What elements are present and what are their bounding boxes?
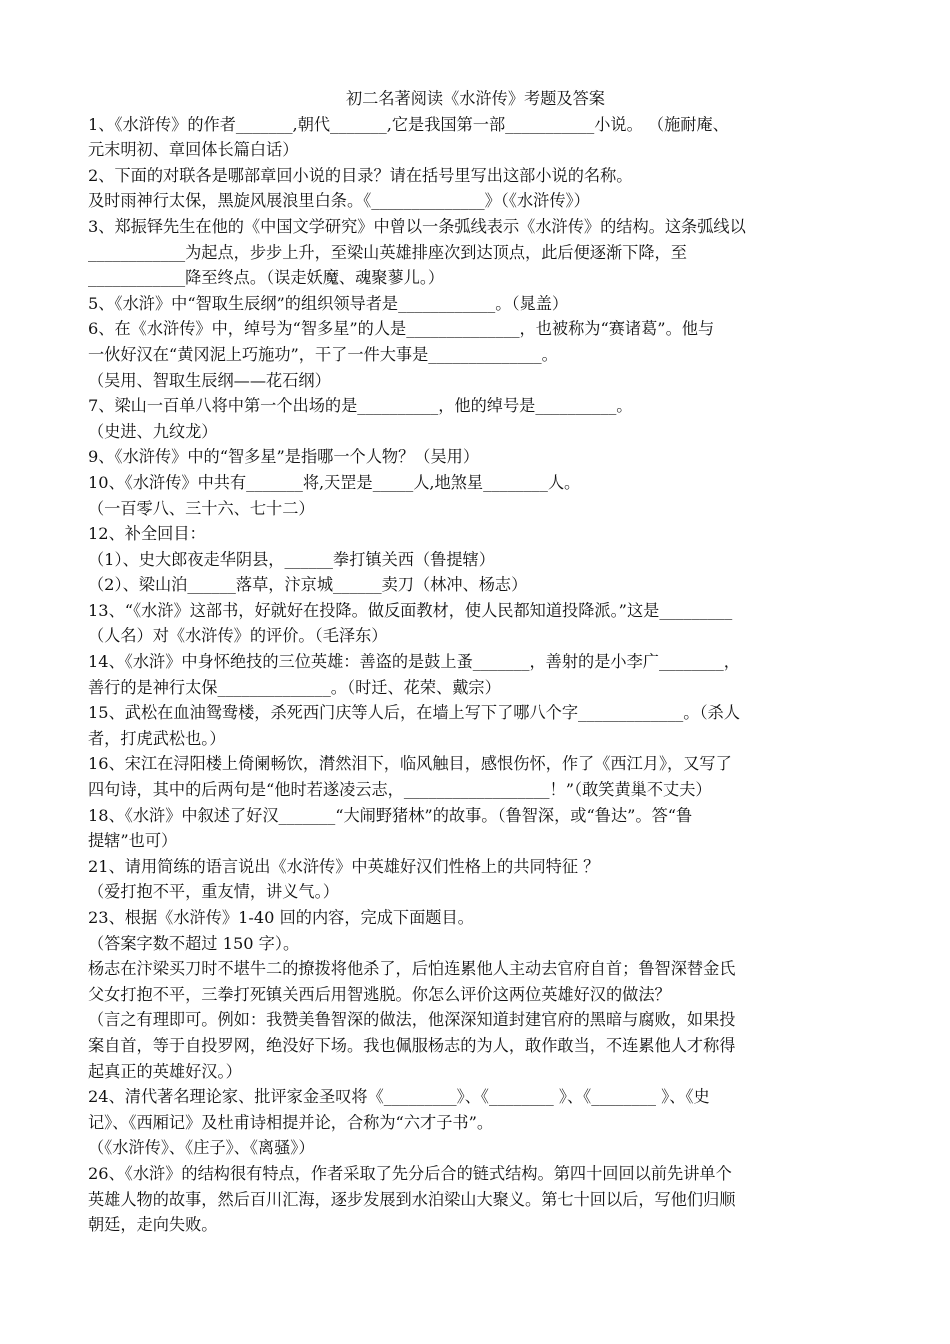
text-line: 6、在《水浒传》中，绰号为“智多星”的人是______________，也被称为“赛诸葛”。他与 xyxy=(88,319,715,339)
text-line: 3、郑振铎先生在他的《中国文学研究》中曾以一条弧线表示《水浒传》的结构。这条弧线以 xyxy=(88,216,746,236)
text-line: （《水浒传》、《庄子》、《离骚》） xyxy=(88,1138,315,1158)
text-line: 杨志在汴梁买刀时不堪牛二的撩拨将他杀了，后怕连累他人主动去官府自首；鲁智深替金氏 xyxy=(88,959,736,979)
text-line: 者，打虎武松也。） xyxy=(88,728,226,748)
text-line: ____________降至终点。（误走妖魔、魂聚蓼儿。） xyxy=(88,268,445,288)
text-line: （一百零八、三十六、七十二） xyxy=(88,498,315,518)
text-line: （史进、九纹龙） xyxy=(88,421,218,441)
text-line: 12、补全回目： xyxy=(88,524,206,544)
document-page xyxy=(88,86,863,1238)
text-line: 及时雨神行太保，黑旋风展浪里白条。《______________》（《水浒传》） xyxy=(88,191,590,211)
text-line: 元末明初、章回体长篇白话） xyxy=(88,140,299,160)
text-line: ____________为起点，步步上升，至梁山英雄排座次到达顶点，此后便逐渐下降，至 xyxy=(88,242,687,262)
text-line: 24、清代著名理论家、批评家金圣叹将《_________》、《________ 》、《________ 》、《史 xyxy=(88,1087,710,1107)
text-line: 23、根据《水浒传》1-40 回的内容，完成下面题目。 xyxy=(88,908,474,927)
text-line: 14、《水浒》中身怀绝技的三位英雄：善盗的是鼓上蚤_______，善射的是小李广________， xyxy=(88,652,740,672)
text-line: 18、《水浒》中叙述了好汉_______“大闹野猪林”的故事。（鲁智深，或“鲁达”。答“鲁 xyxy=(88,805,693,825)
text-line: 案自首，等于自投罗网，绝没好下场。我也佩服杨志的为人，敢作敢当，不连累他人才称得 xyxy=(88,1035,736,1055)
text-line: 朝廷，走向失败。 xyxy=(88,1215,218,1235)
text-line: 13、“《水浒》这部书，好就好在投降。做反面教材，使人民都知道投降派。”这是_________ xyxy=(88,600,733,620)
text-line: 9、《水浒传》中的“智多星”是指哪一个人物？（吴用） xyxy=(88,447,480,467)
text-line: （答案字数不超过 150 字）。 xyxy=(88,933,300,953)
text-line: 21、请用简练的语言说出《水浒传》中英雄好汉们性格上的共同特征 ？ xyxy=(88,856,600,876)
text-line: 15、武松在血油鸳鸯楼，杀死西门庆等人后，在墙上写下了哪八个字_____________。（杀人 xyxy=(88,703,740,723)
text-line: 10、《水浒传》中共有_______将,天罡是_____人,地煞星________人。 xyxy=(88,472,581,492)
text-line: 一伙好汉在“黄冈泥上巧施功”，干了一件大事是______________。 xyxy=(88,344,558,364)
text-line: 16、宋江在浔阳楼上倚阑畅饮，潸然泪下，临风触目，感恨伤怀，作了《西江月》，又写了 xyxy=(88,754,732,774)
text-line: 记》、《西厢记》及杜甫诗相提并论，合称为“六才子书”。 xyxy=(88,1112,494,1132)
text-line: （2）、梁山泊______落草，汴京城______卖刀（林冲、杨志） xyxy=(88,575,528,595)
document-title: 初二名著阅读《水浒传》考题及答案 xyxy=(346,89,605,108)
text-line: 1、《水浒传》的作者_______,朝代_______,它是我国第一部___________小说。 （施耐庵、 xyxy=(88,114,729,134)
text-line: 7、梁山一百单八将中第一个出场的是__________，他的绰号是__________。 xyxy=(88,396,633,416)
text-line: （1）、史大郎夜走华阴县，______拳打镇关西（鲁提辖） xyxy=(88,549,495,569)
document-body xyxy=(88,112,863,1238)
text-line: （人名）对《水浒传》的评价。（毛泽东） xyxy=(88,626,388,646)
text-line: （言之有理即可。例如：我赞美鲁智深的做法，他深深知道封建官府的黑暗与腐败，如果投 xyxy=(88,1010,736,1030)
text-line: 善行的是神行太保______________。（时迁、花荣、戴宗） xyxy=(88,677,501,697)
text-line: 提辖”也可） xyxy=(88,831,178,851)
text-line: 父女打抱不平，三拳打死镇关西后用智逃脱。你怎么评价这两位英雄好汉的做法？ xyxy=(88,984,671,1004)
text-line: 起真正的英雄好汉。） xyxy=(88,1061,242,1081)
text-line: （吴用、智取生辰纲——花石纲） xyxy=(88,370,331,390)
text-line: 2、下面的对联各是哪部章回小说的目录？请在括号里写出这部小说的名称。 xyxy=(88,165,633,185)
text-line: 英雄人物的故事，然后百川汇海，逐步发展到水泊梁山大聚义。第七十回以后，写他们归顺 xyxy=(88,1189,736,1209)
text-line: 26、《水浒》的结构很有特点，作者采取了先分后合的链式结构。第四十回回以前先讲单个 xyxy=(88,1163,732,1183)
text-line: 5、《水浒》中“智取生辰纲”的组织领导者是____________。（晁盖） xyxy=(88,293,569,313)
text-line: 四句诗，其中的后两句是“他时若遂凌云志，__________________！”（敢笑黄巢不丈夫） xyxy=(88,780,712,800)
text-line: （爱打抱不平，重友情，讲义气。） xyxy=(88,882,339,902)
